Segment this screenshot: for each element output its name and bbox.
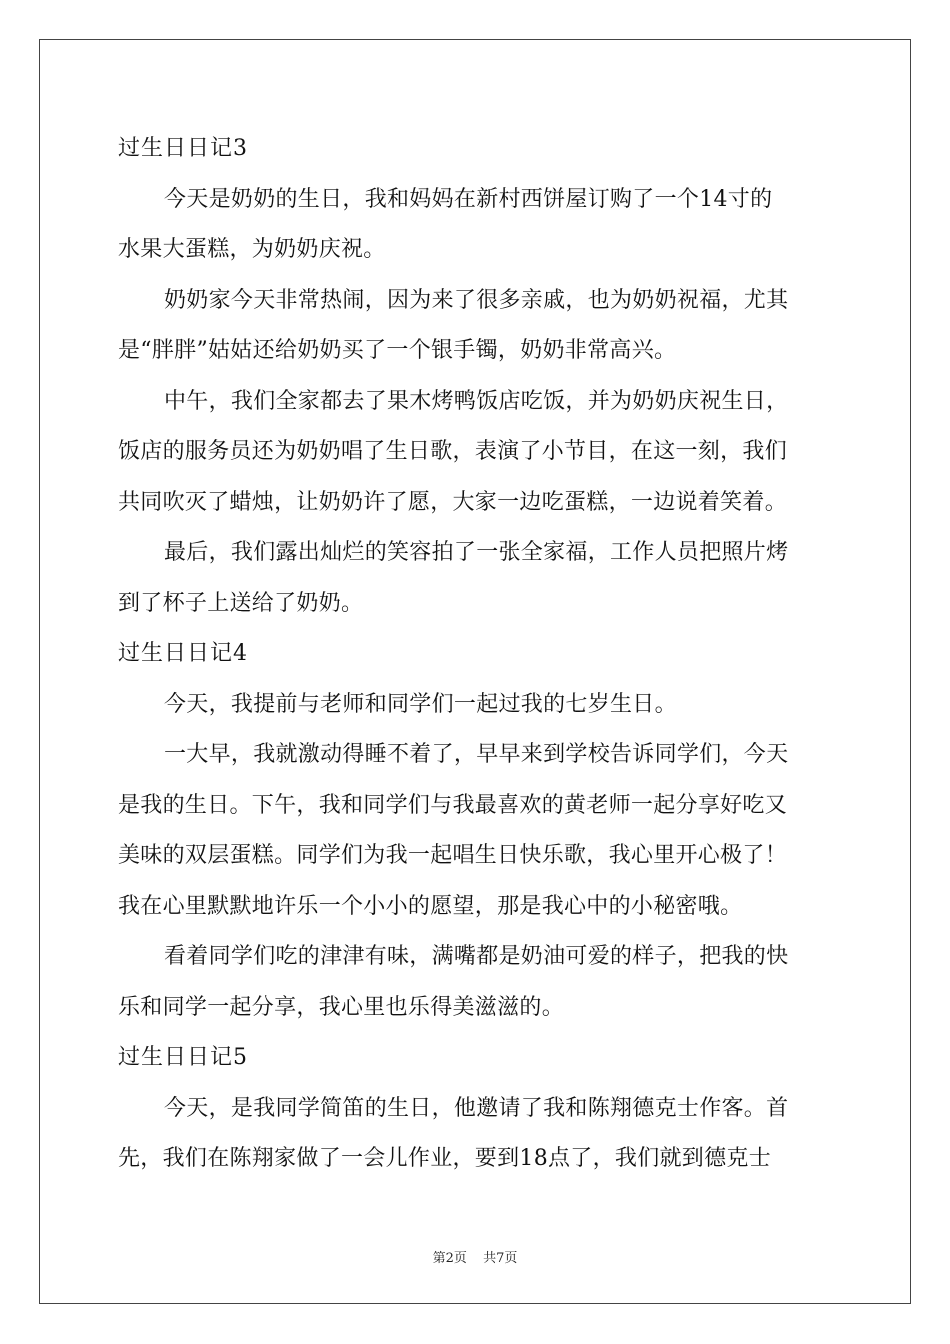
- paragraph-line: 美味的双层蛋糕。同学们为我一起唱生日快乐歌，我心里开心极了！: [118, 843, 788, 868]
- paragraph-line: 先，我们在陈翔家做了一会儿作业，要到18点了，我们就到德克士: [118, 1146, 771, 1171]
- paragraph-line: 到了杯子上送给了奶奶。: [118, 590, 364, 616]
- section-heading: 过生日日记5: [118, 1045, 248, 1070]
- paragraph-line: 看着同学们吃的津津有味，满嘴都是奶油可爱的样子，把我的快: [164, 944, 789, 969]
- paragraph-line: 是我的生日。下午，我和同学们与我最喜欢的黄老师一起分享好吃又: [118, 792, 788, 818]
- paragraph-line: 今天，我提前与老师和同学们一起过我的七岁生日。: [164, 691, 677, 717]
- paragraph-line: 今天，是我同学简笛的生日，他邀请了我和陈翔德克士作客。首: [164, 1095, 789, 1121]
- section-heading: 过生日日记3: [118, 136, 248, 161]
- paragraph-line: 我在心里默默地许乐一个小小的愿望，那是我心中的小秘密哦。: [118, 893, 743, 919]
- paragraph-line: 一大早，我就激动得睡不着了，早早来到学校告诉同学们，今天: [164, 742, 789, 767]
- paragraph-line: 今天是奶奶的生日，我和妈妈在新村西饼屋订购了一个14寸的: [164, 186, 773, 212]
- paragraph-line: 中午，我们全家都去了果木烤鸭饭店吃饭，并为奶奶庆祝生日，: [164, 388, 789, 414]
- paragraph-line: 饭店的服务员还为奶奶唱了生日歌，表演了小节目，在这一刻，我们: [118, 439, 788, 464]
- paragraph-line: 最后，我们露出灿烂的笑容拍了一张全家福，工作人员把照片烤: [164, 540, 789, 565]
- section-heading: 过生日日记4: [118, 641, 248, 666]
- page-number-label: 第2页: [432, 1251, 467, 1266]
- paragraph-line: 是“胖胖”姑姑还给奶奶买了一个银手镯，奶奶非常高兴。: [118, 338, 677, 363]
- page-total-label: 共7页: [483, 1251, 518, 1266]
- paragraph-line: 水果大蛋糕，为奶奶庆祝。: [118, 237, 386, 262]
- paragraph-line: 奶奶家今天非常热闹，因为来了很多亲戚，也为奶奶祝福，尤其: [164, 287, 789, 313]
- paragraph-line: 乐和同学一起分享，我心里也乐得美滋滋的。: [118, 994, 565, 1020]
- paragraph-line: 共同吹灭了蜡烛，让奶奶许了愿，大家一边吃蛋糕，一边说着笑着。: [118, 489, 788, 515]
- document-body: [118, 124, 832, 1185]
- page-footer: [0, 1247, 950, 1266]
